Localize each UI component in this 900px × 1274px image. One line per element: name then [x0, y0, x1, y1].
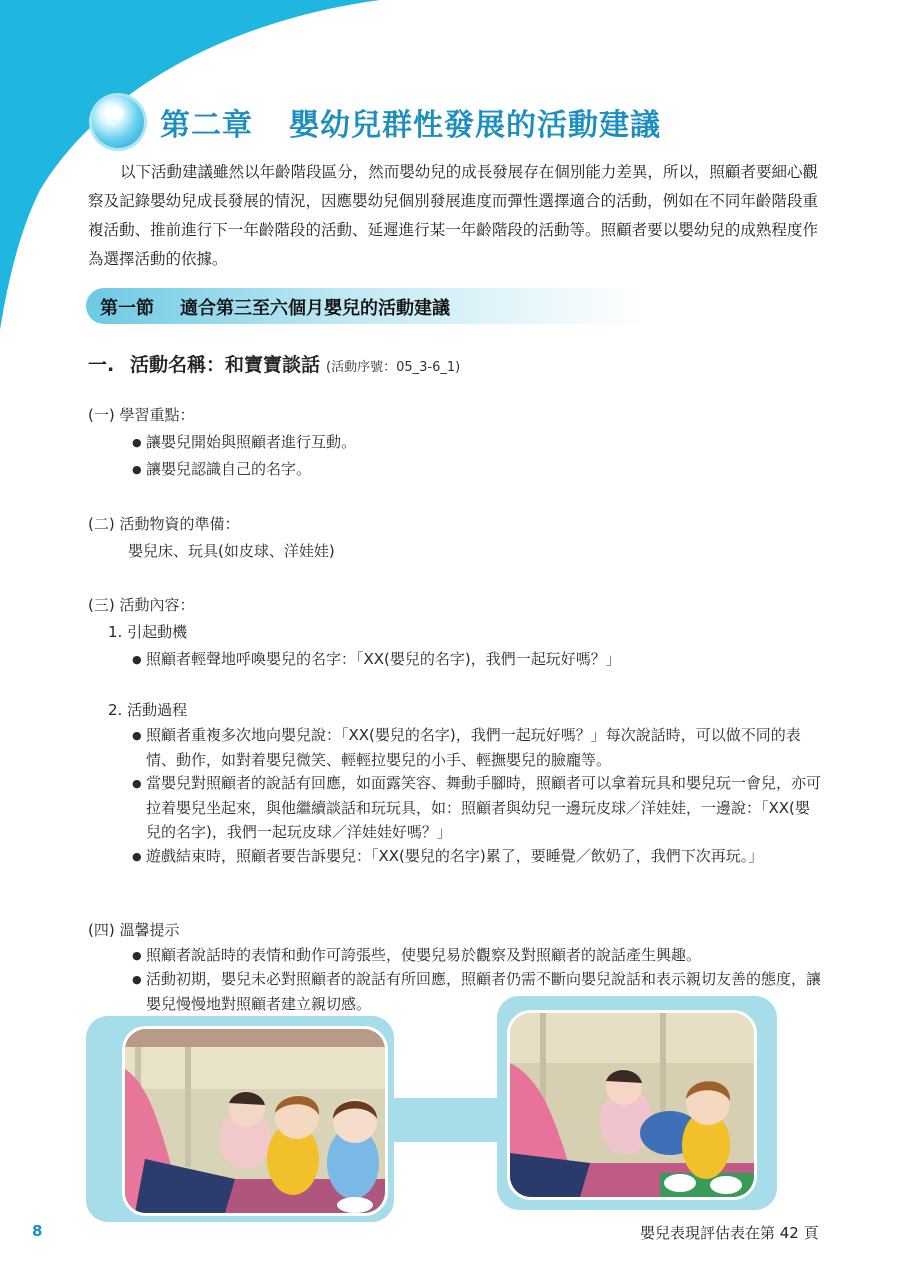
list-item: ● 照顧者輕聲地呼喚嬰兒的名字：「XX(嬰兒的名字)，我們一起玩好嗎？」 — [132, 647, 826, 672]
list-item: ● 照顧者重複多次地向嬰兒說：「XX(嬰兒的名字)，我們一起玩好嗎？」每次說話時，可以做不同的表情、動作，如對着嬰兒微笑、輕輕拉嬰兒的小手、輕撫嬰兒的臉龐等。 — [132, 723, 822, 772]
materials-text: 嬰兒床、玩具(如皮球、洋娃娃) — [128, 542, 335, 560]
chapter-intro: 以下活動建議雖然以年齡階段區分，然而嬰幼兒的成長發展存在個別能力差異，所以，照顧者要細心觀察及記錄嬰幼兒成長發展的情況，因應嬰幼兒個別發展進度而彈性選擇適合的活動，例如在不同年齡階段重複活動、推前進行下一年齡階段的活動、延遲進行某一年齡階段的活動等。照顧者要以嬰幼兒的成熟程度作為選擇活動的依據。 — [88, 163, 818, 268]
section-title: 適合第三至六個月嬰兒的活動建議 — [180, 298, 450, 319]
section-heading — [100, 294, 450, 320]
activity-title: 活動名稱：和寶寶談話 — [130, 354, 321, 376]
photo-left — [122, 1026, 388, 1216]
page-number: 8 — [32, 1222, 43, 1240]
photo-connector — [385, 1098, 505, 1142]
section-number: 第一節 — [100, 298, 154, 319]
activity-code: (活動序號：05_3-6_1) — [326, 360, 461, 375]
list-item: ● 遊戲結束時，照顧者要告訴嬰兒：「XX(嬰兒的名字)累了，要睡覺／飲奶了，我們下次再玩。」 — [132, 844, 822, 869]
materials-heading: (二) 活動物資的準備： — [88, 515, 240, 533]
baby-photo-left-image — [125, 1029, 385, 1213]
chapter-heading — [160, 100, 661, 144]
activity-number: 一. — [88, 354, 115, 376]
list-item: ● 照顧者說話時的表情和動作可誇張些，使嬰兒易於觀察及對照顧者的說話產生興趣。 — [132, 943, 822, 968]
list-item: ● 當嬰兒對照顧者的說話有回應，如面露笑容、舞動手腳時，照顧者可以拿着玩具和嬰兒玩一會兒，亦可拉着嬰兒坐起來，與他繼續談話和玩玩具，如：照顧者與幼兒一邊玩皮球／洋娃娃，一邊說：「XX(嬰兒的名字)，我們一起玩皮球／洋娃娃好嗎？」 — [132, 771, 822, 844]
photo-frame-left — [86, 1016, 394, 1222]
baby-photo-right-image — [510, 1013, 754, 1197]
learning-heading: (一) 學習重點： — [88, 406, 195, 424]
photo-right — [507, 1010, 757, 1200]
chapter-number: 第二章 — [160, 108, 253, 143]
list-item: ● 讓嬰兒開始與照顧者進行互動。 — [132, 430, 826, 455]
tips-heading: (四) 溫馨提示 — [88, 921, 180, 939]
content-heading: (三) 活動內容： — [88, 596, 195, 614]
list-item: ● 活動初期，嬰兒未必對照顧者的說話有所回應，照顧者仍需不斷向嬰兒說話和表示親切友善的態度，讓嬰兒慢慢地對照顧者建立親切感。 — [132, 967, 822, 1016]
footer-note: 嬰兒表現評估表在第 42 頁 — [640, 1224, 819, 1242]
list-item: ● 讓嬰兒認識自己的名字。 — [132, 457, 826, 482]
photo-frame-right — [497, 996, 777, 1210]
step2-label: 2. 活動過程 — [108, 701, 188, 719]
step1-label: 1. 引起動機 — [108, 623, 188, 641]
chapter-title: 嬰幼兒群性發展的活動建議 — [289, 108, 661, 143]
activity-heading — [88, 350, 460, 377]
chapter-bubble-icon — [92, 96, 144, 148]
